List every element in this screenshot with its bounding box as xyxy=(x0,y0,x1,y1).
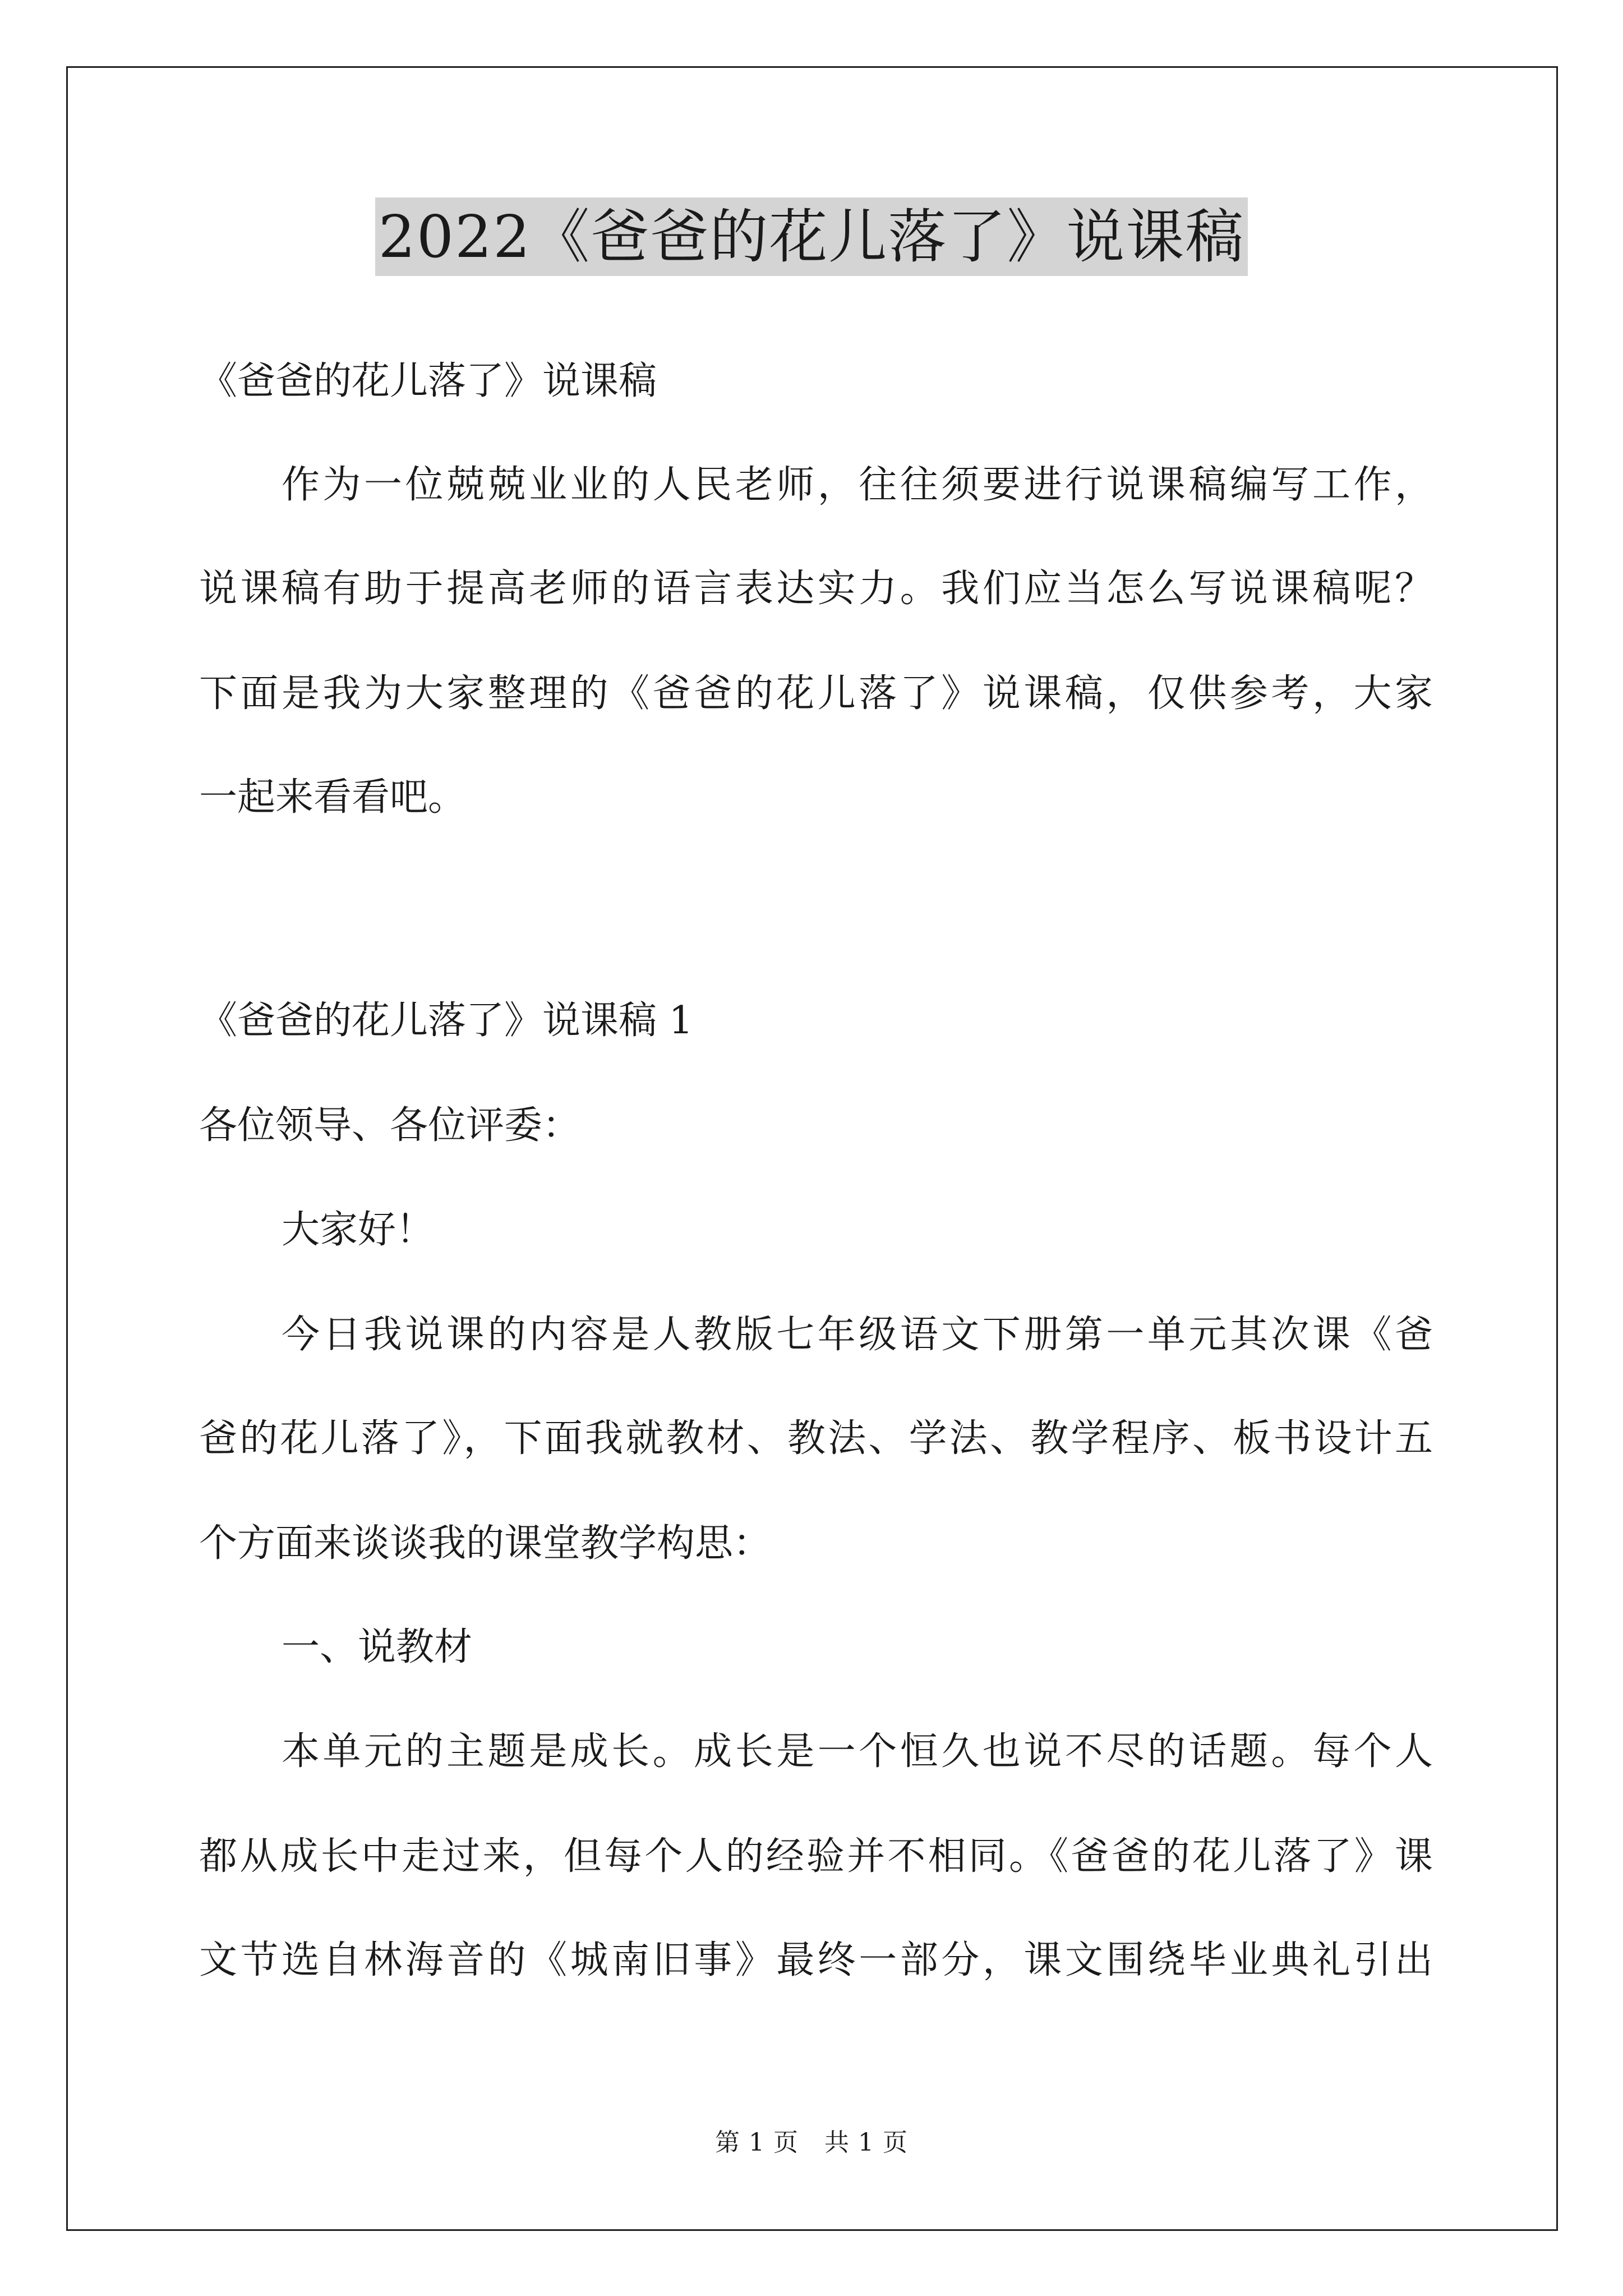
section-heading: 《爸爸的花儿落了》说课稿 1 xyxy=(199,999,693,1043)
page-total: 共 1 页 xyxy=(824,2128,908,2157)
paragraph-line: 文节选自林海音的《城南旧事》最终一部分，课文围绕毕业典礼引出 xyxy=(199,1938,1433,1982)
title-container xyxy=(0,197,1623,276)
paragraph-line: 爸的花儿落了》，下面我就教材、教法、学法、教学程序、板书设计五 xyxy=(199,1416,1433,1461)
paragraph-line: 个方面来谈谈我的课堂教学构思： xyxy=(199,1521,772,1566)
page-footer xyxy=(0,2126,1623,2160)
paragraph-line: 今日我说课的内容是人教版七年级语文下册第一单元其次课《爸 xyxy=(282,1313,1433,1357)
paragraph-line: 说课稿有助于提高老师的语言表达实力。我们应当怎么写说课稿呢？ xyxy=(199,567,1433,611)
paragraph-line: 下面是我为大家整理的《爸爸的花儿落了》说课稿，仅供参考，大家 xyxy=(199,671,1433,716)
subtitle-line: 《爸爸的花儿落了》说课稿 xyxy=(199,359,657,403)
page-number: 第 1 页 xyxy=(715,2128,799,2157)
paragraph-line: 作为一位兢兢业业的人民老师，往往须要进行说课稿编写工作， xyxy=(282,463,1433,507)
paragraph-line: 本单元的主题是成长。成长是一个恒久也说不尽的话题。每个人 xyxy=(282,1729,1433,1774)
paragraph-line: 一起来看看吧。 xyxy=(199,775,467,820)
salutation-line: 各位领导、各位评委： xyxy=(199,1103,581,1148)
greeting-line: 大家好！ xyxy=(282,1208,435,1252)
paragraph-line: 都从成长中走过来，但每个人的经验并不相同。《爸爸的花儿落了》课 xyxy=(199,1834,1433,1879)
subsection-heading: 一、说教材 xyxy=(282,1625,473,1669)
document-title: 2022《爸爸的花儿落了》说课稿 xyxy=(375,197,1248,276)
